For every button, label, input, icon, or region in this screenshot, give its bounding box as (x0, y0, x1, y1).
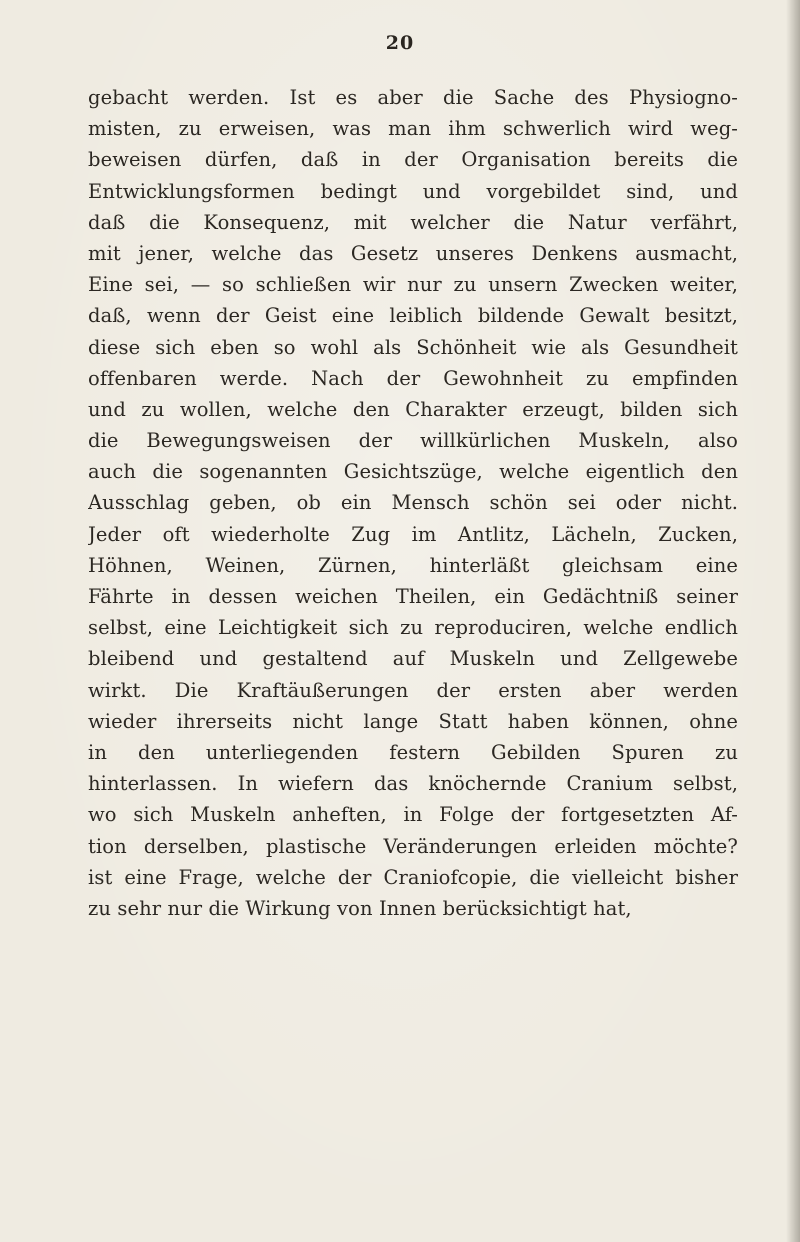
text-line: hinterlassen. In wiefern das knöchernde Cranium selbst, (88, 772, 738, 796)
text-line: und zu wollen, welche den Charakter erzeugt, bilden sich (88, 397, 738, 421)
text-line: wieder ihrerseits nicht lange Statt haben können, ohne (88, 709, 738, 733)
page-edge-shadow (786, 0, 800, 1242)
text-line: mit jener, welche das Gesetz unseres Denkens ausmacht, (88, 241, 738, 265)
text-line: misten, zu erweisen, was man ihm schwerlich wird weg- (88, 117, 738, 141)
text-line: offenbaren werde. Nach der Gewohnheit zu empfinden (88, 366, 738, 390)
text-line: die Bewegungsweisen der willkürlichen Muskeln, also (88, 429, 738, 453)
page-number: 20 (385, 32, 415, 54)
text-line: Fährte in dessen weichen Theilen, ein Gedächtniß seiner (88, 585, 738, 608)
text-line: Jeder oft wiederholte Zug im Antlitz, Lächeln, Zucken, (88, 522, 738, 546)
text-line: gebacht werden. Ist es aber die Sache des Physiogno- (88, 86, 738, 109)
text-line: wirkt. Die Kraftäußerungen der ersten aber werden (88, 678, 738, 702)
text-line: daß die Konsequenz, mit welcher die Natur verfährt, (88, 210, 738, 234)
text-line: Eine sei, — so schließen wir nur zu unsern Zwecken weiter, (88, 273, 738, 297)
text-line: wo sich Muskeln anheften, in Folge der fortgesetzten Af- (88, 803, 738, 827)
text-line: Ausschlag geben, ob ein Mensch schön sei oder nicht. (88, 491, 738, 515)
text-line: in den unterliegenden festern Gebilden Spuren zu (88, 740, 738, 764)
body-text (88, 82, 738, 924)
text-line: ist eine Frage, welche der Craniofcopie, die vielleicht bisher (88, 865, 738, 889)
text-line: selbst, eine Leichtigkeit sich zu reproduciren, welche endlich (88, 616, 738, 640)
text-line: bleibend und gestaltend auf Muskeln und Zellgewebe (88, 647, 738, 671)
text-line: Entwicklungsformen bedingt und vorgebildet sind, und (88, 179, 738, 203)
text-line: diese sich eben so wohl als Schönheit wie als Gesundheit (88, 335, 738, 359)
text-line: beweisen dürfen, daß in der Organisation bereits die (88, 148, 738, 172)
text-line: auch die sogenannten Gesichtszüge, welche eigentlich den (88, 460, 738, 484)
text-line: Höhnen, Weinen, Zürnen, hinterläßt gleichsam eine (88, 553, 738, 577)
text-line: daß, wenn der Geist eine leiblich bildende Gewalt besitzt, (88, 304, 738, 328)
text-line: tion derselben, plastische Veränderungen erleiden möchte? (88, 834, 738, 858)
text-line: zu sehr nur die Wirkung von Innen berücksichtigt hat, (88, 896, 632, 920)
